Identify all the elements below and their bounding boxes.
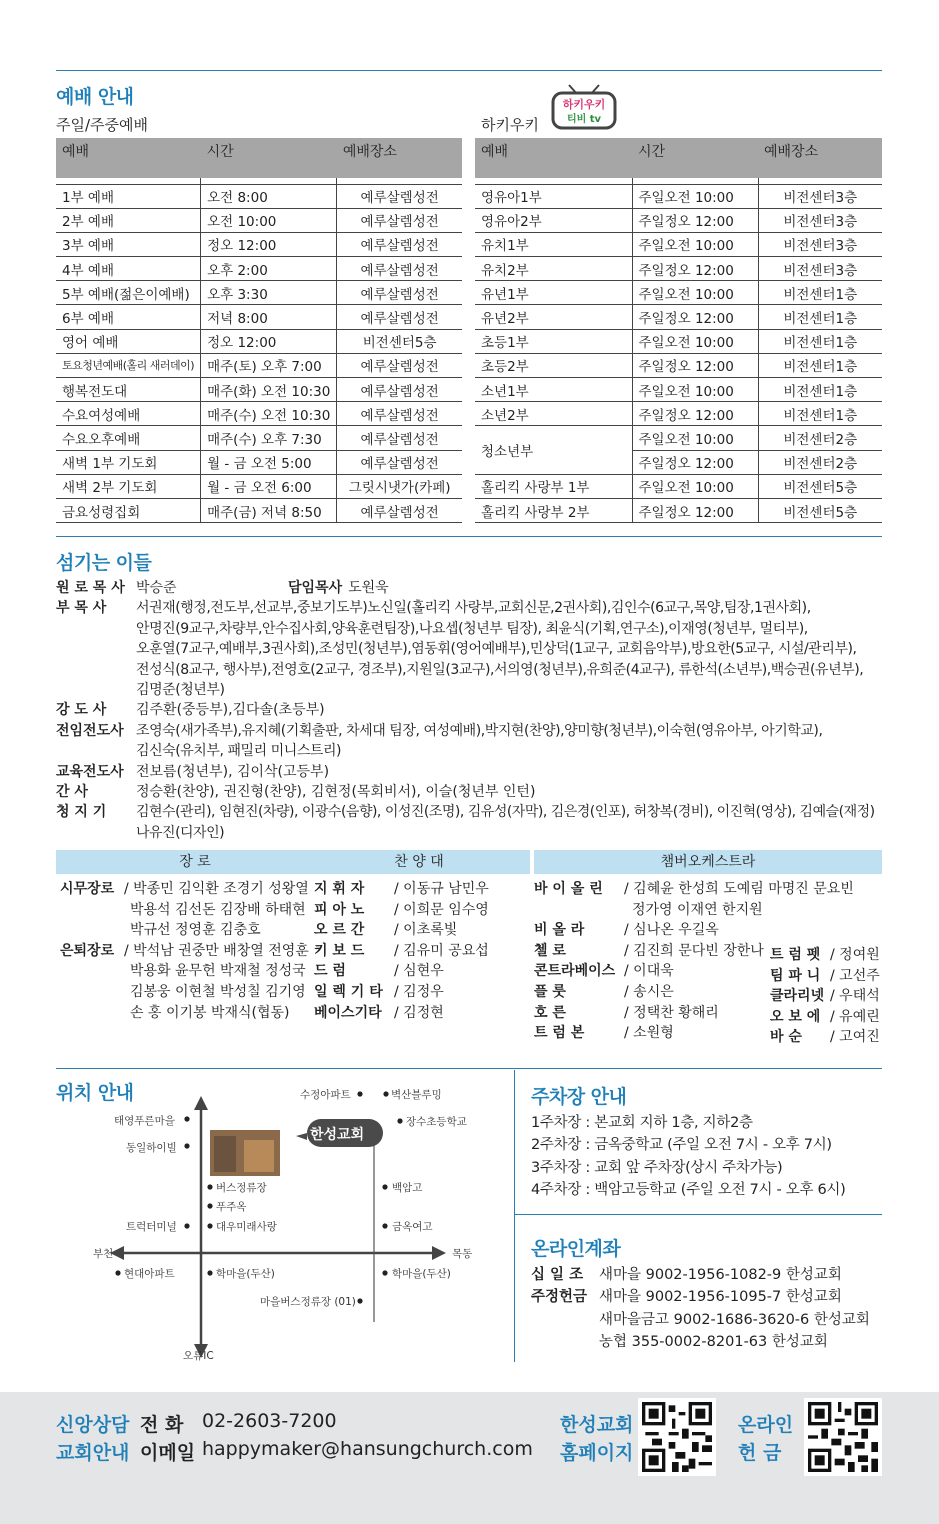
section-rule xyxy=(56,536,882,537)
homepage-label-1: 한성교회 xyxy=(560,1414,634,1436)
staff-row: 전임전도사 조영숙(새가족부),유지혜(기획출판, 차세대 팀장, 여성예배),박지현(찬양),양미향(청년부),이숙현(영유아부, 아기학교), 김신숙(유치부, 패밀리 미니스트리) xyxy=(56,722,823,760)
staff-list xyxy=(56,578,896,843)
staff-row: 교육전도사 전보름(청년부), 김이삭(고등부) xyxy=(56,763,330,780)
table-row: 소년1부 주일오전 10:00 비전센터1층 xyxy=(475,378,882,402)
email-address[interactable]: happymaker@hansungchurch.com xyxy=(202,1438,533,1460)
senior-value: 도원욱 xyxy=(348,580,389,596)
map-label: 푸주옥 xyxy=(216,1201,247,1213)
table-row: 2부 예배 오전 10:00 예루살렘성전 xyxy=(56,208,462,232)
col-header-time: 시간 xyxy=(632,138,758,178)
map-label: 현대아파트 xyxy=(124,1268,175,1280)
worship-table-right xyxy=(475,138,882,523)
map-label: 목동 xyxy=(452,1248,473,1260)
worship-subtitle-left: 주일/주중예배 xyxy=(56,116,148,134)
map-label: 트럭터미널 xyxy=(126,1221,177,1233)
table-row: 6부 예배 저녁 8:00 예루살렘성전 xyxy=(56,305,462,329)
table-row: 새벽 1부 기도회 월 - 금 오전 5:00 예루살렘성전 xyxy=(56,450,462,474)
chamber-list: 바 이 올 린 / 김혜윤 한성희 도예림 마명진 문요빈 정가영 이재연 한지원 비 올 라 / 심나온 우길옥 첼 로 / 김진희 문다빈 장한나 콘트라베이스 / 이대욱 플 룻 / 송시은 호 른 / 정택찬 황해리 트 럼 본 / 소원형 xyxy=(534,881,854,1042)
table-row: 유년1부 주일오전 10:00 비전센터1층 xyxy=(475,281,882,305)
phone-label: 전 화 xyxy=(140,1414,184,1436)
staff-row: 부 목 사 서권재(행정,전도부,선교부,중보기도부)노신일(홀리킥 사랑부,교회신문,2권사회),김인수(6교구,목양,팀장,1권사회), 안명진(9교구,차량부,안수집사회,양육훈련팀장),나요셉(청년부 팀장), 최윤식(기획,연구소),이재영(청년부, 멀티부), 오훈열(7교구,예배부,3권사회),조성민(청년부),염동휘(영어예배부),민상덕(1교구, 교회음악부),방요한(5교구, 시설/관리부), 전성식(8교구, 행사부),전영호(2교구, 경조부),지원일(3교구),서의영(청년부),유희준(4교구), 류한석(소년부),백승권(유년부), 김명준(청년부) xyxy=(56,600,864,699)
table-row: 행복전도대 매주(화) 오전 10:30 예루살렘성전 xyxy=(56,378,462,402)
col-header-place: 예배장소 xyxy=(758,138,882,178)
phone-number[interactable]: 02-2603-7200 xyxy=(202,1410,337,1432)
worship-subtitle-right: 하키우키 xyxy=(481,116,539,134)
map-label: 대우미래사랑 xyxy=(216,1221,277,1233)
homepage-label-2: 홈페이지 xyxy=(560,1442,634,1464)
emeritus-label: 원 로 목 사 xyxy=(56,580,125,596)
staff-row-leaders xyxy=(56,578,896,598)
map-label: 백암고 xyxy=(392,1182,423,1194)
table-row: 유년2부 주일정오 12:00 비전센터1층 xyxy=(475,305,882,329)
hakiuki-tv-logo xyxy=(551,84,617,130)
worship-title: 예배 안내 xyxy=(56,86,134,108)
col-header-place: 예배장소 xyxy=(337,138,462,178)
table-row: 수요여성예배 매주(수) 오전 10:30 예루살렘성전 xyxy=(56,402,462,426)
church-marker: 한성교회 xyxy=(310,1127,365,1143)
giving-label-2: 헌 금 xyxy=(738,1442,782,1464)
table-row: 홀리킥 사랑부 2부 주일정오 12:00 비전센터5층 xyxy=(475,498,882,522)
emeritus-value: 박승준 xyxy=(136,580,177,596)
section-rule xyxy=(56,1068,882,1069)
giving-label-1: 온라인 xyxy=(738,1414,794,1436)
elders-header: 장 로 xyxy=(56,850,334,874)
table-row: 유치2부 주일정오 12:00 비전센터3층 xyxy=(475,257,882,281)
location-title: 위치 안내 xyxy=(56,1082,134,1104)
table-row: 금요성령집회 매주(금) 저녁 8:50 예루살렘성전 xyxy=(56,498,462,522)
col-header-time: 시간 xyxy=(201,138,337,178)
map-label: 동일하이빌 xyxy=(126,1142,177,1154)
map-label: 학마을(두산) xyxy=(216,1268,275,1280)
table-row: 5부 예배(젊은이예배) 오후 3:30 예루살렘성전 xyxy=(56,281,462,305)
map-label: 장수초등학교 xyxy=(406,1116,467,1128)
table-row: 영어 예배 정오 12:00 비전센터5층 xyxy=(56,329,462,353)
column-divider xyxy=(514,1070,515,1362)
map-label: 마을버스정류장 (01) xyxy=(260,1296,356,1308)
map-label: 태영푸른마을 xyxy=(114,1115,175,1127)
staff-row: 간 사 정승환(찬양), 권진형(찬양), 김현정(목회비서), 이슬(청년부 인턴) xyxy=(56,784,536,801)
table-row: 영유아2부 주일정오 12:00 비전센터3층 xyxy=(475,208,882,232)
map-label: 벽산블루밍 xyxy=(391,1089,442,1101)
table-row: 유치1부 주일오전 10:00 비전센터3층 xyxy=(475,232,882,256)
map-label: 수정아파트 xyxy=(300,1089,351,1101)
col-header-worship: 예배 xyxy=(56,138,201,178)
staff-row: 청 지 기 김현수(관리), 임현진(차량), 이광수(음향), 이성진(조명), 김유성(자막), 김은경(인포), 허창복(경비), 이진혁(영상), 김예슬(재정) 나유진(디자인) xyxy=(56,804,875,841)
svg-text:하키우키: 하키우키 xyxy=(562,98,606,111)
homepage-qr-icon[interactable] xyxy=(638,1398,716,1476)
table-row: 소년2부 주일정오 12:00 비전센터1층 xyxy=(475,402,882,426)
chamber-header: 챔버오케스트라 xyxy=(534,850,882,874)
map-label: 버스정류장 xyxy=(216,1182,267,1194)
chamber-list-right: 트 럼 펫 / 정여원 팀 파 니 / 고선주 클라리넷 / 우태석 오 보 에 / 유예린 바 순 / 고여진 xyxy=(770,947,880,1046)
staff-row: 강 도 사 김주환(중등부),김다솔(초등부) xyxy=(56,702,325,719)
map-label: 부천 xyxy=(93,1248,114,1260)
senior-label: 담임목사 xyxy=(288,580,343,596)
col-header-worship: 예배 xyxy=(475,138,632,178)
table-row: 새벽 2부 기도회 월 - 금 오전 6:00 그릿시냇가(카페) xyxy=(56,474,462,498)
worship-table-left xyxy=(56,138,462,523)
staff-title: 섬기는 이들 xyxy=(56,552,152,574)
table-row: 토요청년예배(홀리 새러데이) 매주(토) 오후 7:00 예루살렘성전 xyxy=(56,353,462,377)
table-row: 수요오후예배 매주(수) 오후 7:30 예루살렘성전 xyxy=(56,426,462,450)
table-row: 홀리킥 사랑부 1부 주일오전 10:00 비전센터5층 xyxy=(475,474,882,498)
table-row: 1부 예배 오전 8:00 예루살렘성전 xyxy=(56,184,462,208)
map-label: 오류IC xyxy=(183,1350,214,1362)
map-label: 금옥여고 xyxy=(392,1221,433,1233)
footer-label-counsel: 신앙상담 xyxy=(56,1414,130,1436)
table-row: 4부 예배 오후 2:00 예루살렘성전 xyxy=(56,257,462,281)
table-row: 영유아1부 주일오전 10:00 비전센터3층 xyxy=(475,184,882,208)
table-row: 초등1부 주일오전 10:00 비전센터1층 xyxy=(475,329,882,353)
parking-title: 주차장 안내 xyxy=(531,1086,627,1108)
giving-qr-icon[interactable] xyxy=(804,1398,882,1476)
table-row: 3부 예배 정오 12:00 예루살렘성전 xyxy=(56,232,462,256)
account-title: 온라인계좌 xyxy=(531,1238,621,1260)
top-rule xyxy=(56,70,882,71)
svg-text:티비 tv: 티비 tv xyxy=(566,114,602,125)
map-label: 학마을(두산) xyxy=(392,1268,451,1280)
table-row: 주일정오 12:00 비전센터2층 xyxy=(475,450,882,474)
account-list: 십 일 조 새마을 9002-1956-1082-9 한성교회 주정헌금 새마을 9002-1956-1095-7 한성교회 새마을금고 9002-1686-3620-6 한성교회 농협 355-0002-8201-63 한성교회 xyxy=(531,1267,870,1351)
parking-list: 1주차장 : 본교회 지하 1층, 지하2층 2주차장 : 금옥중학교 (주일 오전 7시 - 오후 7시) 3주차장 : 교회 앞 주차장(상시 주차가능) 4주차장 : 백암고등학교 (주일 오전 7시 - 오후 6시) xyxy=(531,1115,846,1199)
elders-list: 시무장로 / 박종민 김익환 조경기 성왕열 박용석 김선돈 김장배 하태현 박규선 정영훈 김충호 은퇴장로 / 박석남 권중만 배창열 전영훈 박용화 윤무헌 박재철 정성국 김봉웅 이현철 박성칠 김기영 손 홍 이기봉 박재식(협동) xyxy=(60,881,309,1021)
section-rule xyxy=(514,1214,882,1215)
table-row: 초등2부 주일정오 12:00 비전센터1층 xyxy=(475,353,882,377)
email-label: 이메일 xyxy=(140,1442,196,1464)
praise-list: 지 휘 자 / 이동규 남민우 피 아 노 / 이희문 임수영 오 르 간 / 이초록빛 키 보 드 / 김유미 공요섭 드 럼 / 심현우 일 렉 기 타 / 김정우 베이스기타 / 김정현 xyxy=(314,881,489,1021)
praise-header: 찬 양 대 xyxy=(308,850,530,874)
footer-label-info: 교회안내 xyxy=(56,1442,130,1464)
table-row: 청소년부 주일오전 10:00 비전센터2층 xyxy=(475,426,882,450)
